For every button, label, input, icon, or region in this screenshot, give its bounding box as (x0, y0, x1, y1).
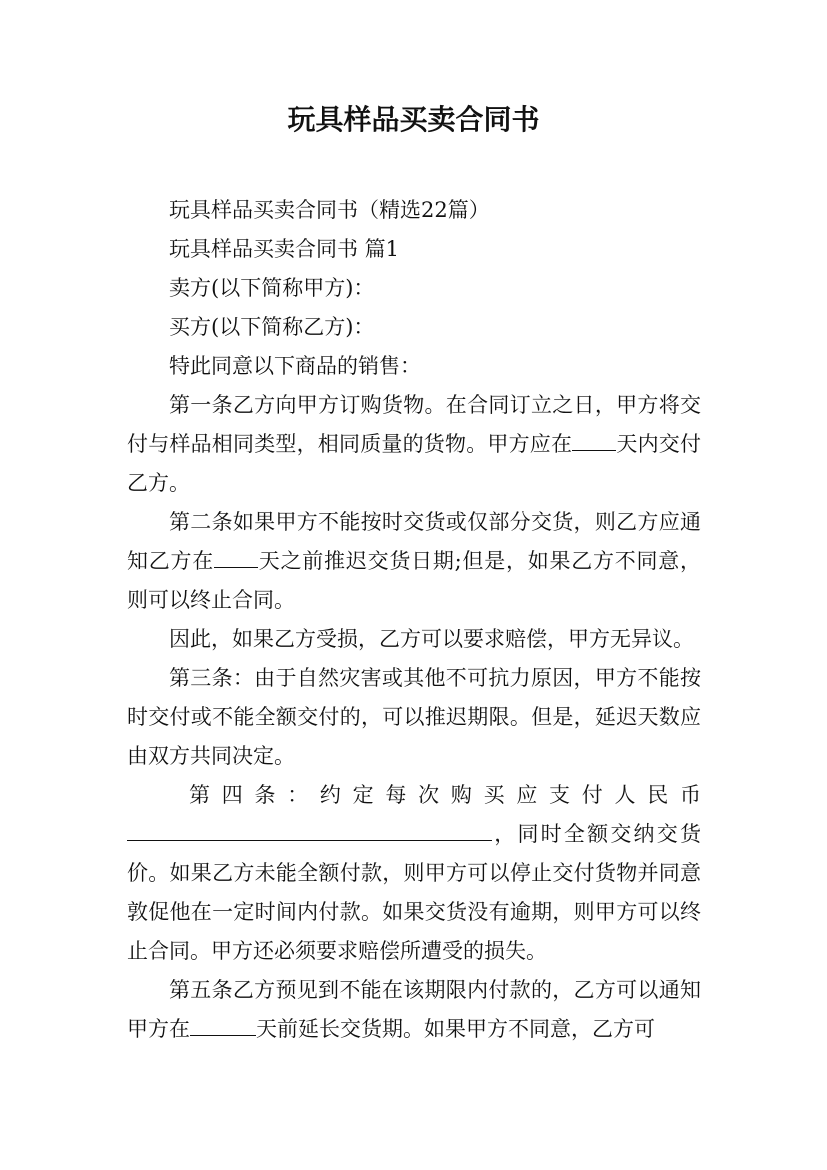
paragraph-chapter-heading: 玩具样品买卖合同书 篇1 (169, 237, 400, 261)
blank-amount-field (127, 818, 492, 841)
paragraph-article-4-line-1: 第 四 条 ： 约 定 每 次 购 买 应 支 付 人 民 币 (189, 783, 701, 807)
blank-days-field (214, 545, 258, 568)
article-1-text-b: 天内交付乙方。 (127, 432, 702, 495)
paragraph-seller: 卖方(以下简称甲方)： (169, 276, 375, 300)
paragraph-article-2 (127, 503, 701, 620)
paragraph-article-5 (127, 971, 701, 1049)
paragraph-subtitle: 玩具样品买卖合同书（精选22篇） (169, 198, 490, 222)
paragraph-compensation: 因此，如果乙方受损，乙方可以要求赔偿，甲方无异议。 (169, 627, 694, 651)
blank-days-field (190, 1013, 256, 1036)
article-4-text-b: ，同时全额交纳交货价。如果乙方未能全额付款，则甲方可以停止交付货物并同意敦促他在一定时间内付款。如果交货没有逾期，则甲方可以终止合同。甲方还必须要求赔偿所遭受的损失。 (127, 822, 701, 963)
article-5-text-a: 第五条乙方预见到不能在该期限内付款的，乙方可以通知甲方在 (127, 978, 701, 1041)
article-5-text-b: 天前延长交货期。如果甲方不同意，乙方可 (256, 1017, 655, 1041)
document-body (127, 191, 701, 1049)
paragraph-agreement: 特此同意以下商品的销售： (169, 354, 421, 378)
paragraph-article-1 (127, 386, 701, 503)
article-1-text-a: 第一条乙方向甲方订购货物。在合同订立之日，甲方将交付与样品相同类型，相同质量的货物。甲方应在 (127, 393, 701, 456)
paragraph-article-3: 第三条：由于自然灾害或其他不可抗力原因，甲方不能按时交付或不能全额交付的，可以推迟期限。但是，延迟天数应由双方共同决定。 (127, 666, 701, 768)
document-title: 玩具样品买卖合同书 (287, 103, 540, 136)
article-2-text-b: 天之前推迟交货日期;但是，如果乙方不同意，则可以终止合同。 (127, 549, 701, 612)
article-2-text-a: 第二条如果甲方不能按时交货或仅部分交货，则乙方应通知乙方在 (127, 510, 701, 573)
paragraph-buyer: 买方(以下简称乙方)： (169, 315, 375, 339)
paragraph-article-4 (127, 815, 701, 971)
blank-days-field (572, 428, 616, 451)
